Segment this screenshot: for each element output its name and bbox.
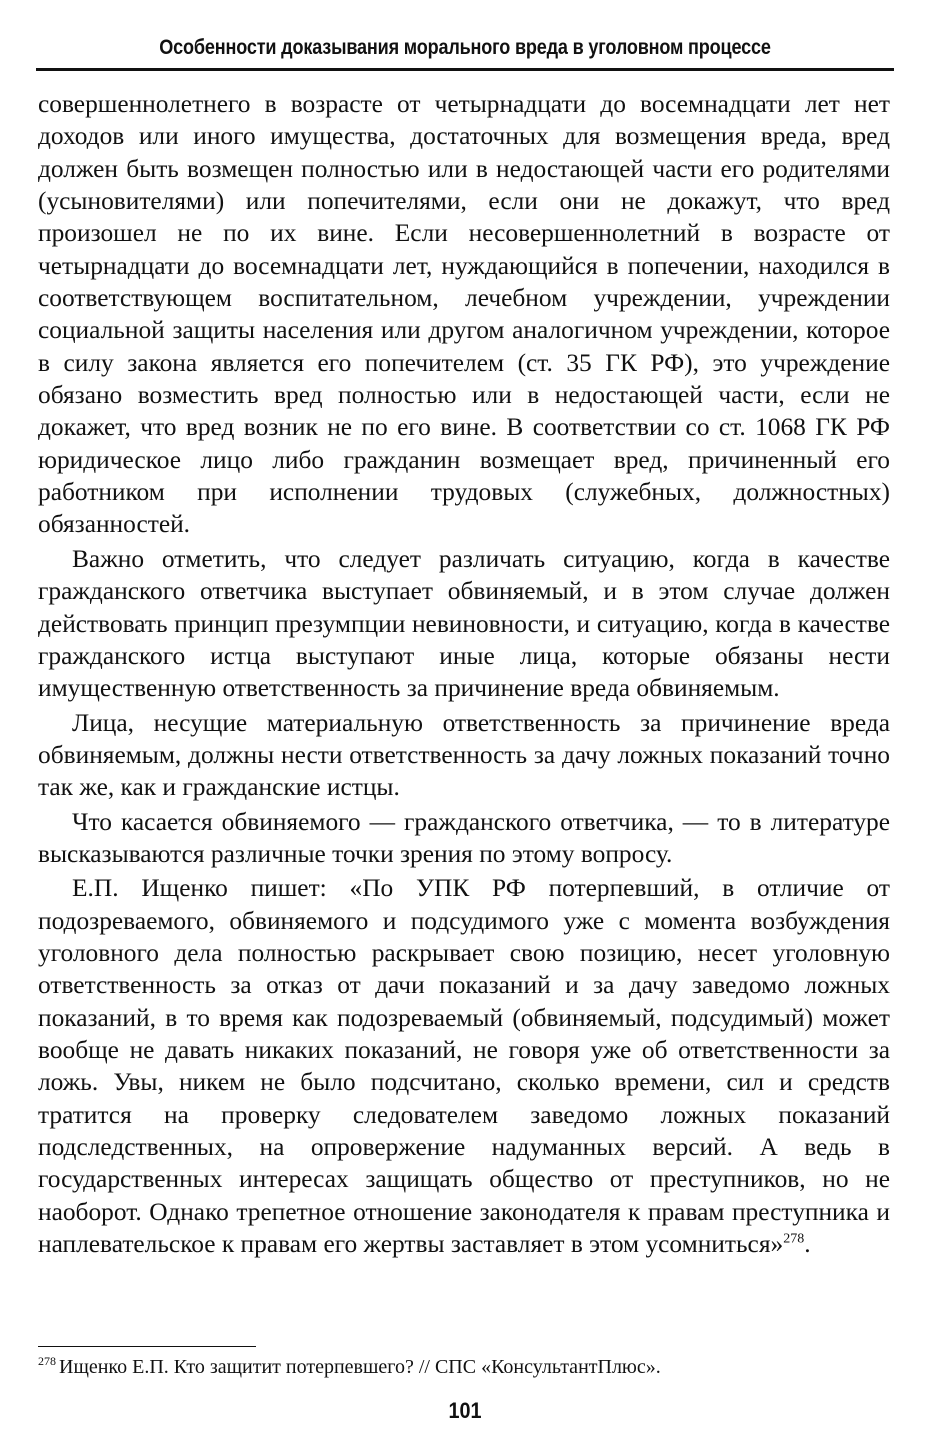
paragraph-5-tail: . xyxy=(804,1230,811,1259)
page-number: 101 xyxy=(448,1398,482,1423)
body-text xyxy=(38,88,890,1260)
footnote-reference[interactable]: 278 xyxy=(783,1231,805,1247)
paragraph-5 xyxy=(38,872,890,1260)
paragraph-5-text: Е.П. Ищенко пишет: «По УПК РФ потерпевший, в отличие от подозреваемого, обвиняемого и подсудимого уже с момента возбуждения уголовного дела полностью раскрывает свою позицию, несет уголовную ответственность за отказ от дачи показаний и за дачу заведомо ложных показаний, в то время как подозреваемый (обвиняемый, подсудимый) может вообще не давать никаких показаний, не говоря уже об ответственности за ложь. Увы, никем не было подсчитано, сколько времени, сил и средств тратится на проверку следователем заведомо ложных показаний подследственных, на опровержение надуманных версий. А ведь в государственных интересах защищать общество от преступников, но не наоборот. Однако трепетное отношение законодателя к правам преступника и наплевательское к правам его жертвы заставляет в этом усомниться» xyxy=(38,874,890,1259)
header-rule xyxy=(36,68,894,71)
running-head: Особенности доказывания морального вреда в уголовном процессе xyxy=(159,36,771,59)
footnote xyxy=(38,1355,890,1379)
paragraph-4: Что касается обвиняемого — гражданского ответчика, — то в литературе высказываются различные точки зрения по этому вопросу. xyxy=(38,807,890,868)
footnote-rule xyxy=(38,1346,256,1347)
paragraph-3: Лица, несущие материальную ответственность за причинение вреда обвиняемым, должны нести ответственность за дачу ложных показаний точно так же, как и гражданские истцы. xyxy=(38,708,890,802)
footnote-number: 278 xyxy=(38,1354,56,1369)
paragraph-1: совершеннолетнего в возрасте от четырнадцати до восемнадцати лет нет доходов или иного имущества, достаточных для возмещения вреда, вред должен быть возмещен полностью или в недостающей части его родителями (усыновителями) или попечителями, если они не докажут, что вред произошел не по их вине. Если несовершеннолетний в возрасте от четырнадцати до восемнадцати лет, нуждающийся в попечении, находился в соответствующем воспитательном, лечебном учреждении, учреждении социальной защиты населения или другом аналогичном учреждении, которое в силу закона является его попечителем (ст. 35 ГК РФ), это учреждение обязано возместить вред полностью или в недостающей части, если не докажет, что вред возник не по его вине. В соответствии со ст. 1068 ГК РФ юридическое лицо либо гражданин возмещает вред, причиненный его работником при исполнении трудовых (служебных, должностных) обязанностей. xyxy=(38,90,890,539)
footnote-text: Ищенко Е.П. Кто защитит потерпевшего? // СПС «КонсультантПлюс». xyxy=(59,1356,661,1378)
paragraph-2: Важно отметить, что следует различать ситуацию, когда в качестве гражданского ответчика выступает обвиняемый, и в этом случае должен действовать принцип презумпции невиновности, и ситуацию, когда в качестве гражданского истца выступают иные лица, которые обязаны нести имущественную ответственность за причинение вреда обвиняемым. xyxy=(38,544,890,703)
